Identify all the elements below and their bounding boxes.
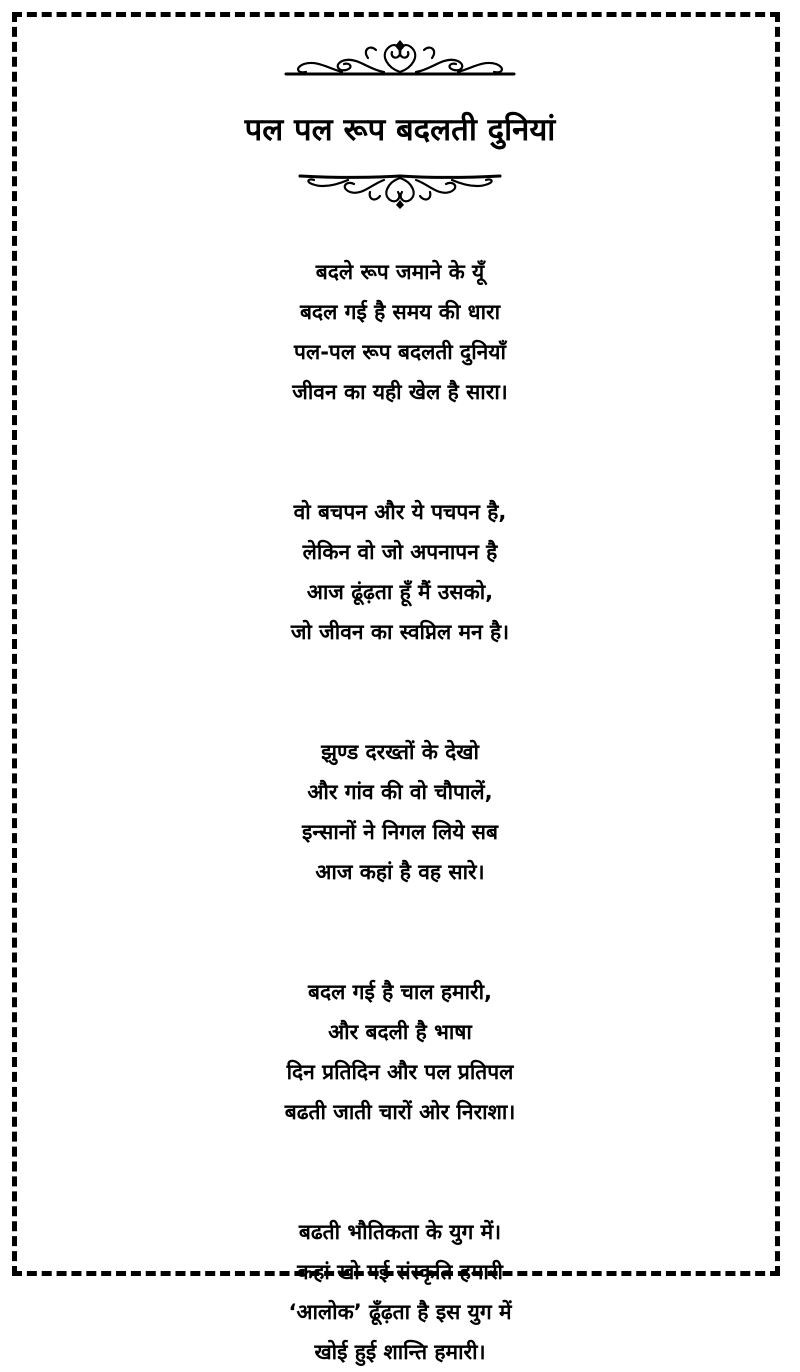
poem-line: बदल गई है समय की धारा — [299, 300, 501, 324]
stanza-2 — [0, 492, 800, 652]
poem-title: पल पल रूप बदलती दुनियां — [244, 112, 556, 148]
poem-line: और गांव की वो चौपालें, — [307, 780, 493, 804]
poem-body — [0, 252, 800, 1372]
poem-line: ‘आलोक’ ढूँढ़ता है इस युग में — [288, 1300, 512, 1324]
poem-line: पल-पल रूप बदलती दुनियाँ — [294, 340, 506, 364]
stanza-3 — [0, 732, 800, 892]
poem-line: जो जीवन का स्वप्निल मन है। — [290, 620, 510, 644]
poem-line: बदले रूप जमाने के यूँ — [315, 260, 485, 284]
poem-line: बढती जाती चारों ओर निराशा। — [284, 1100, 516, 1124]
poem-line: इन्सानों ने निगल लिये सब — [302, 820, 498, 844]
stanza-1 — [0, 252, 800, 412]
poem-line: जीवन का यही खेल है सारा। — [292, 380, 508, 404]
poem-line: बदल गई है चाल हमारी, — [307, 980, 493, 1004]
poem-line: दिन प्रतिदिन और पल प्रतिपल — [286, 1060, 514, 1084]
poem-line: वो बचपन और ये पचपन है, — [293, 500, 507, 524]
poem-line: खोई हुई शान्ति हमारी। — [314, 1340, 486, 1364]
stanza-5 — [0, 1212, 800, 1372]
poem-line: झुण्ड दरख्तों के देखो — [321, 740, 479, 764]
stanza-4 — [0, 972, 800, 1132]
poem-line: लेकिन वो जो अपनापन है — [302, 540, 498, 564]
poem-line: बढती भौतिकता के युग में। — [298, 1220, 502, 1244]
poem-line: आज कहां है वह सारे। — [315, 860, 485, 884]
poem-line: और बदली है भाषा — [328, 1020, 472, 1044]
flourish-ornament-top — [284, 38, 516, 80]
poem-line: कहां खो गई संस्कृति हमारी — [297, 1260, 503, 1284]
poem-line: आज ढूंढ़ता हूँ मैं उसको, — [306, 580, 494, 604]
flourish-ornament-bottom — [298, 170, 502, 210]
